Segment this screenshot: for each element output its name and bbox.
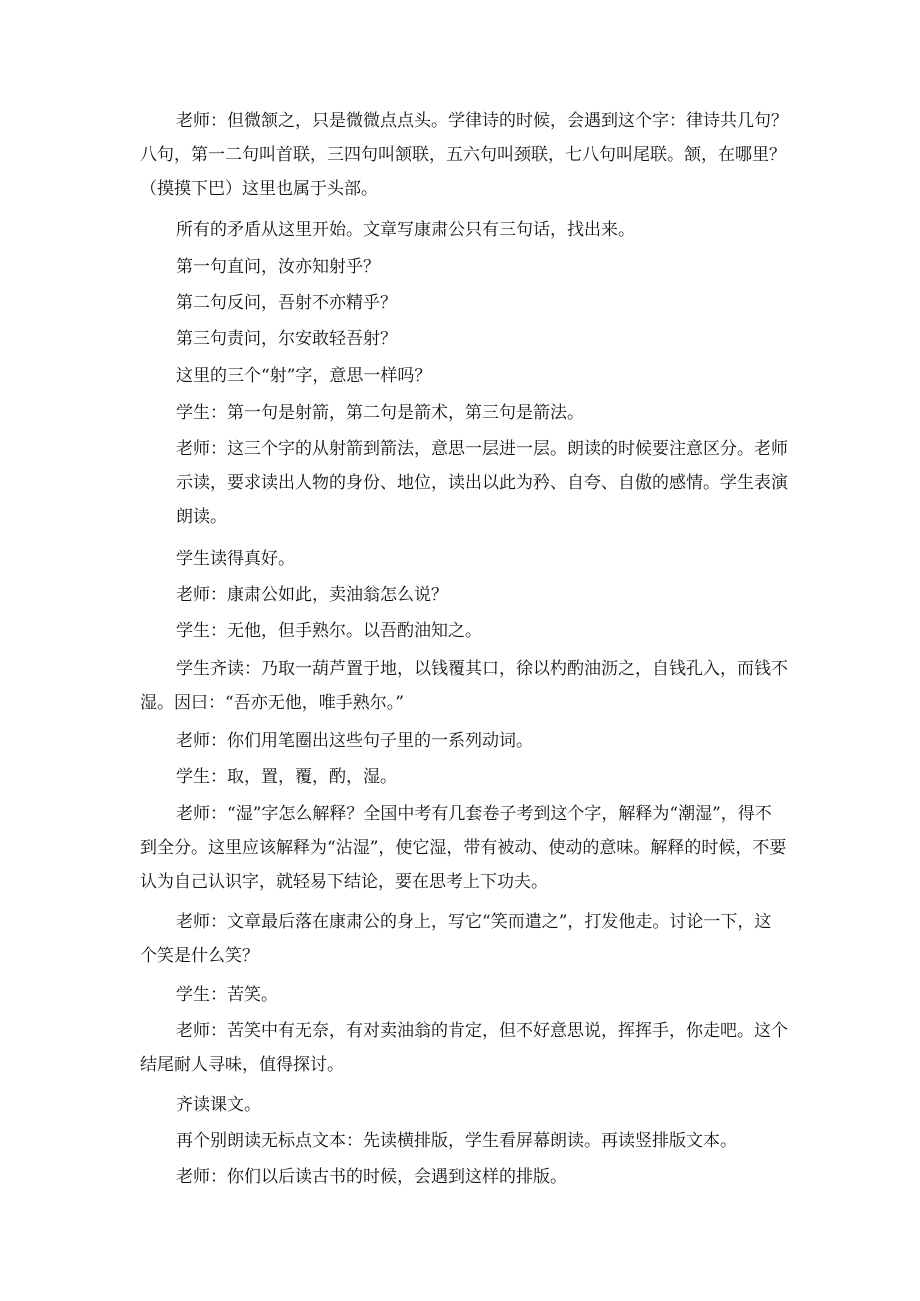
paragraph-13: 老师：你们用笔圈出这些句子里的一系列动词。 xyxy=(176,731,533,751)
paragraph-2: 所有的矛盾从这里开始。文章写康肃公只有三句话，找出来。 xyxy=(176,220,635,240)
paragraph-5: 第三句责问，尔安敢轻吾射？ xyxy=(176,329,397,349)
paragraph-6: 这里的三个“射”字，意思一样吗？ xyxy=(176,366,432,386)
paragraph-3: 第一句直问，汝亦知射乎？ xyxy=(176,257,380,277)
paragraph-14: 学生：取，置，覆，酌，湿。 xyxy=(176,767,397,787)
paragraph-1: 老师：但微颔之，只是微微点点头。学律诗的时候，会遇到这个字：律诗共几句？八句，第一二句叫首联，三四句叫颔联，五六句叫颈联，七八句叫尾联。颔，在哪里？（摸摸下巴）这里也属于头部。 xyxy=(140,111,788,199)
paragraph-15: 老师：“湿”字怎么解释？全国中考有几套卷子考到这个字，解释为“潮湿”，得不到全分。这里应该解释为“沾湿”，使它湿，带有被动、使动的意味。解释的时候，不要认为自己认识字，就轻易下结论，要在思考上下功夫。 xyxy=(140,804,787,892)
paragraph-21: 老师：你们以后读古书的时候，会遇到这样的排版。 xyxy=(176,1167,567,1187)
paragraph-11: 学生：无他，但手熟尔。以吾酌油知之。 xyxy=(176,621,482,641)
paragraph-9: 学生读得真好。 xyxy=(176,549,295,569)
paragraph-17: 学生：苦笑。 xyxy=(176,985,278,1005)
paragraph-19: 齐读课文。 xyxy=(176,1095,261,1115)
paragraph-7: 学生：第一句是射箭，第二句是箭术，第三句是箭法。 xyxy=(176,403,584,423)
paragraph-16: 老师：文章最后落在康肃公的身上，写它“笑而遣之”，打发他走。讨论一下，这个笑是什么笑？ xyxy=(140,912,772,966)
paragraph-10: 老师：康肃公如此，卖油翁怎么说？ xyxy=(176,585,448,605)
paragraph-20: 再个别朗读无标点文本：先读横排版，学生看屏幕朗读。再读竖排版文本。 xyxy=(176,1131,737,1151)
paragraph-18: 老师：苦笑中有无奈，有对卖油翁的肯定，但不好意思说，挥挥手，你走吧。这个结尾耐人寻味，值得探讨。 xyxy=(140,1021,788,1075)
paragraph-4: 第二句反问，吾射不亦精乎？ xyxy=(176,293,397,313)
paragraph-8: 老师：这三个字的从射箭到箭法，意思一层进一层。朗读的时候要注意区分。老师示读，要求读出人物的身份、地位，读出以此为矜、自夸、自傲的感情。学生表演朗读。 xyxy=(176,439,788,527)
paragraph-12: 学生齐读：乃取一葫芦置于地，以钱覆其口，徐以杓酌油沥之，自钱孔入，而钱不湿。因曰：“吾亦无他，唯手熟尔。” xyxy=(140,659,788,713)
